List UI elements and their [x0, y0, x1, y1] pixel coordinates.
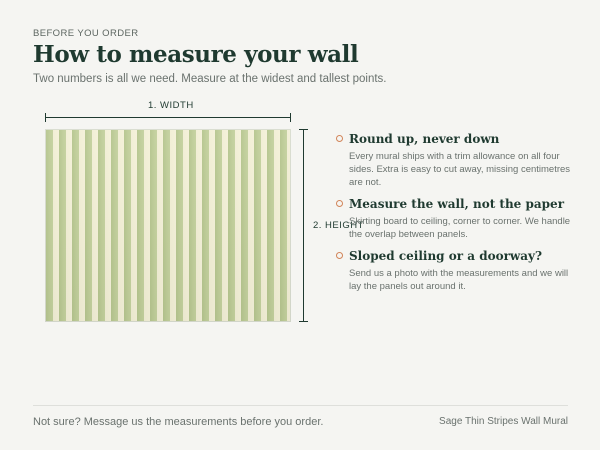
section-eyebrow: BEFORE YOU ORDER [33, 28, 139, 39]
width-label: 1. WIDTH [148, 100, 194, 111]
tip-text: Send us a photo with the measurements and we will lay the panels out around it. [349, 268, 569, 292]
footer-product-name: Sage Thin Stripes Wall Mural [439, 416, 568, 427]
tip-title: Round up, never down [349, 132, 500, 146]
tip-sloped-ceiling [336, 249, 576, 293]
height-measure-line [303, 129, 304, 322]
tip-text: Skirting board to ceiling, corner to corner. We handle the overlap between panels. [349, 216, 571, 240]
bullet-circle-icon [336, 200, 343, 207]
page-subtitle: Two numbers is all we need. Measure at the widest and tallest points. [33, 73, 387, 85]
page-title: How to measure your wall [33, 41, 359, 68]
bullet-circle-icon [336, 252, 343, 259]
tip-title: Sloped ceiling or a doorway? [349, 249, 543, 263]
bullet-circle-icon [336, 135, 343, 142]
tip-measure-wall [336, 197, 576, 241]
tip-round-up [336, 132, 576, 189]
height-label: 2. HEIGHT [313, 220, 364, 231]
wall-mural-shading [45, 129, 291, 322]
tip-text: Every mural ships with a trim allowance on all four sides. Extra is easy to cut away, missing centimetres are not. [349, 151, 571, 188]
tip-title: Measure the wall, not the paper [349, 197, 565, 211]
footer-divider [33, 405, 568, 406]
footer-note: Not sure? Message us the measurements before you order. [33, 416, 324, 428]
width-measure-line [45, 117, 291, 118]
